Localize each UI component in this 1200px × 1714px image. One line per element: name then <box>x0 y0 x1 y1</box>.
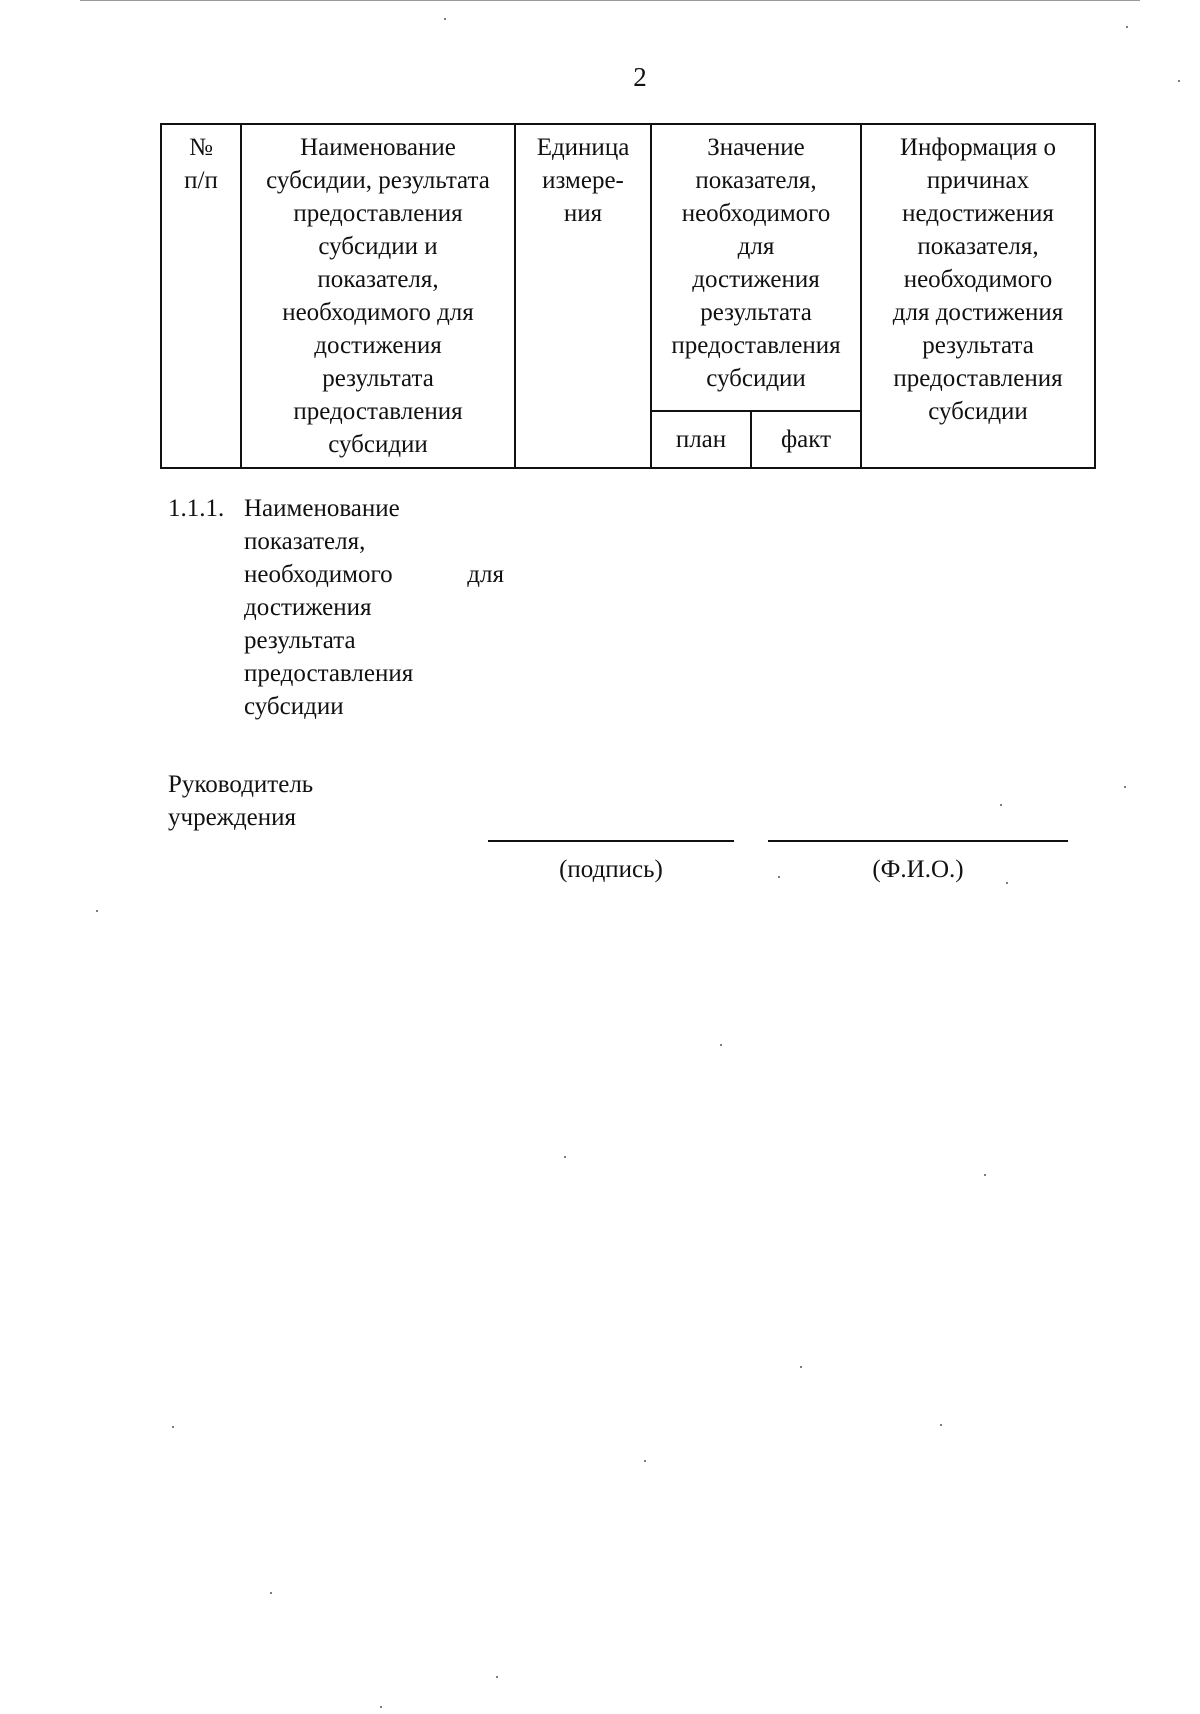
scan-speck <box>1126 26 1128 28</box>
header-value-line: для <box>737 233 775 260</box>
page-number: 2 <box>633 62 647 92</box>
header-name-line: результата <box>322 365 434 392</box>
header-value-line: необходимого <box>681 200 831 227</box>
header-value-line: Значение <box>707 134 805 161</box>
header-value-line: показателя, <box>695 167 817 194</box>
indicator-number: 1.1.1. <box>168 495 225 522</box>
header-fact: факт <box>751 411 861 468</box>
header-value-line: предоставления <box>671 332 841 359</box>
header-info-line: необходимого <box>903 266 1053 293</box>
header-name-line: субсидии, результата <box>266 167 490 194</box>
scan-speck <box>96 910 98 912</box>
scan-speck <box>940 1424 942 1426</box>
scan-speck <box>564 1156 566 1158</box>
header-info-line: показателя, <box>917 233 1039 260</box>
header-name <box>241 124 515 468</box>
header-value <box>651 124 861 411</box>
header-name-line: необходимого для <box>282 299 474 326</box>
signer-title-line: Руководитель <box>168 771 314 798</box>
scan-speck <box>984 1174 986 1176</box>
signer-title <box>168 768 313 834</box>
name-line <box>768 840 1068 842</box>
signature-line <box>488 840 734 842</box>
scan-speck <box>800 1366 802 1368</box>
header-num <box>161 124 241 468</box>
header-row <box>161 124 1095 411</box>
scan-speck <box>1178 80 1180 82</box>
indicator-name-line: предоставления <box>244 660 414 687</box>
header-value-line: достижения <box>692 266 820 293</box>
header-unit <box>515 124 651 468</box>
name-caption: (Ф.И.О.) <box>872 856 964 883</box>
signature-caption: (подпись) <box>559 856 663 883</box>
scan-speck <box>720 1044 722 1046</box>
indicator-name-line: достижения <box>244 594 372 621</box>
header-info-line: для достижения <box>892 299 1064 326</box>
header-info-line: недостижения <box>902 200 1054 227</box>
scan-speck <box>270 1592 272 1594</box>
indicator-name-line: необходимого для <box>244 561 504 588</box>
signer-title-line: учреждения <box>168 804 297 831</box>
header-info-line: Информация о <box>899 134 1056 161</box>
header-name-line: субсидии и <box>318 233 438 260</box>
scan-speck <box>496 1676 498 1678</box>
header-unit-line: измере- <box>542 167 624 194</box>
header-info <box>861 124 1095 468</box>
scan-speck <box>444 18 446 20</box>
report-table <box>160 123 1096 469</box>
top-rule <box>80 0 1140 1</box>
header-name-line: предоставления <box>293 200 463 227</box>
scan-speck <box>172 1426 174 1428</box>
indicator-name-line: Наименование <box>244 495 400 522</box>
scan-speck <box>1006 882 1008 884</box>
scan-speck <box>1124 786 1126 788</box>
header-value-line: результата <box>700 299 812 326</box>
header-value-line: субсидии <box>706 365 806 392</box>
header-name-line: предоставления <box>293 398 463 425</box>
header-name-line: субсидии <box>328 431 428 458</box>
scan-speck <box>380 1706 382 1708</box>
header-info-line: субсидии <box>928 398 1028 425</box>
header-info-line: причинах <box>926 167 1030 194</box>
indicator-name-line: результата <box>244 627 356 654</box>
scan-speck <box>644 1460 646 1462</box>
header-num-line: № <box>189 134 213 161</box>
indicator-name <box>244 492 504 723</box>
header-name-line: Наименование <box>300 134 456 161</box>
header-plan: план <box>651 411 751 468</box>
header-num-line: п/п <box>184 167 218 194</box>
scan-speck <box>1000 804 1002 806</box>
indicator-name-line: показателя, <box>244 528 366 555</box>
header-name-line: достижения <box>314 332 442 359</box>
header-info-line: предоставления <box>893 365 1063 392</box>
header-unit-line: Единица <box>536 134 630 161</box>
header-name-line: показателя, <box>317 266 439 293</box>
header-unit-line: ния <box>563 200 603 227</box>
header-info-line: результата <box>922 332 1034 359</box>
scan-speck <box>778 876 780 878</box>
indicator-name-line: субсидии <box>244 693 344 720</box>
